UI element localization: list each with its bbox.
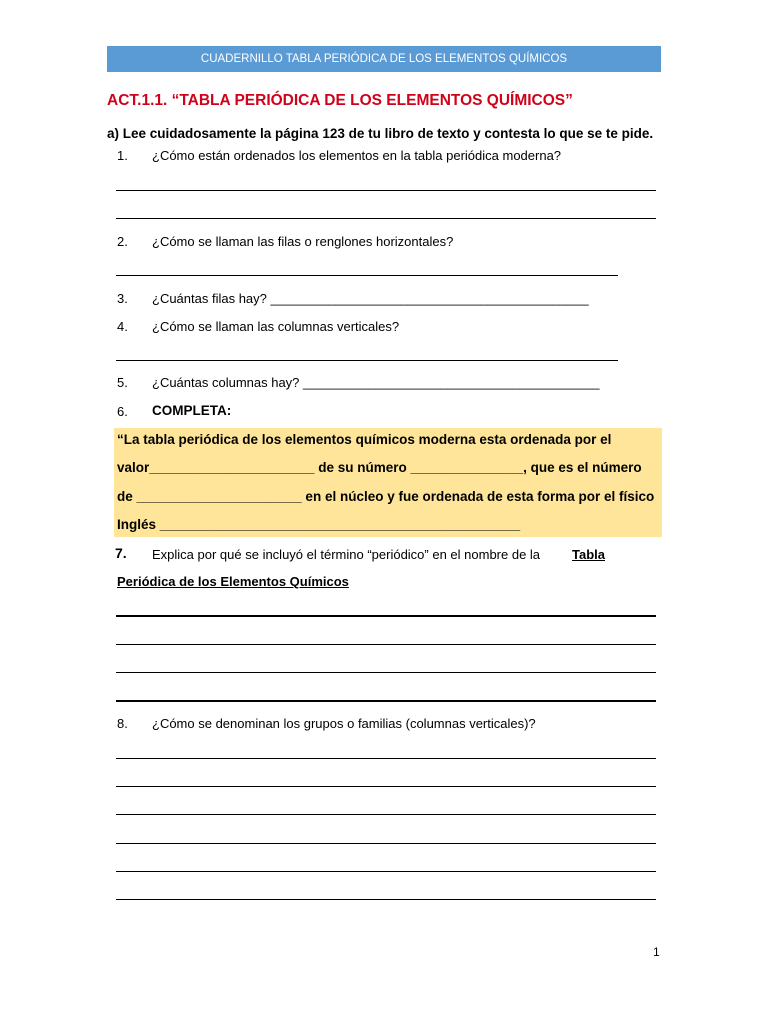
question-8-text: ¿Cómo se denominan los grupos o familias (columnas verticales)? <box>152 716 536 731</box>
page-number: 1 <box>653 945 660 959</box>
answer-line[interactable] <box>116 190 656 191</box>
question-5-number: 5. <box>117 375 128 390</box>
answer-line[interactable] <box>116 786 656 787</box>
question-5-text: ¿Cuántas columnas hay? _________________________________________ <box>152 375 600 390</box>
question-8-number: 8. <box>117 716 128 731</box>
instruction-text: a) Lee cuidadosamente la página 123 de tu libro de texto y contesta lo que se te pide. <box>107 126 654 141</box>
answer-line[interactable] <box>116 843 656 844</box>
completion-line-3: de ______________________ en el núcleo y fue ordenada de esta forma por el físico <box>117 489 655 504</box>
question-3-number: 3. <box>117 291 128 306</box>
activity-title: ACT.1.1. “TABLA PERIÓDICA DE LOS ELEMENTOS QUÍMICOS” <box>107 92 573 109</box>
answer-line[interactable] <box>116 700 656 702</box>
completion-line-1: “La tabla periódica de los elementos químicos moderna esta ordenada por el <box>117 432 612 447</box>
question-4-text: ¿Cómo se llaman las columnas verticales? <box>152 319 400 334</box>
answer-line[interactable] <box>116 758 656 759</box>
answer-line[interactable] <box>116 360 618 361</box>
question-6-number: 6. <box>117 404 128 419</box>
answer-line[interactable] <box>116 218 656 219</box>
question-7-underlined-term-a: Tabla <box>572 547 605 562</box>
question-4-number: 4. <box>117 319 128 334</box>
completion-line-2: valor______________________ de su número _______________, que es el número <box>117 460 642 475</box>
header-banner: CUADERNILLO TABLA PERIÓDICA DE LOS ELEMENTOS QUÍMICOS <box>107 46 661 72</box>
answer-line[interactable] <box>116 814 656 815</box>
question-1-text: ¿Cómo están ordenados los elementos en la tabla periódica moderna? <box>152 148 562 163</box>
question-6-text: COMPLETA: <box>152 403 232 418</box>
answer-line[interactable] <box>116 275 618 276</box>
answer-line[interactable] <box>116 615 656 617</box>
answer-line[interactable] <box>116 871 656 872</box>
answer-line[interactable] <box>116 899 656 900</box>
question-1-number: 1. <box>117 148 128 163</box>
question-2-number: 2. <box>117 234 128 249</box>
question-7-number: 7. <box>115 545 127 561</box>
question-7-text: Explica por qué se incluyó el término “periódico” en el nombre de la <box>152 547 541 562</box>
question-2-text: ¿Cómo se llaman las filas o renglones horizontales? <box>152 234 454 249</box>
question-7-underlined-term-b: Periódica de los Elementos Químicos <box>117 574 349 589</box>
answer-line[interactable] <box>116 644 656 645</box>
answer-line[interactable] <box>116 672 656 673</box>
question-3-text: ¿Cuántas filas hay? ____________________________________________ <box>152 291 589 306</box>
completion-line-4: Inglés ________________________________________________ <box>117 517 521 532</box>
